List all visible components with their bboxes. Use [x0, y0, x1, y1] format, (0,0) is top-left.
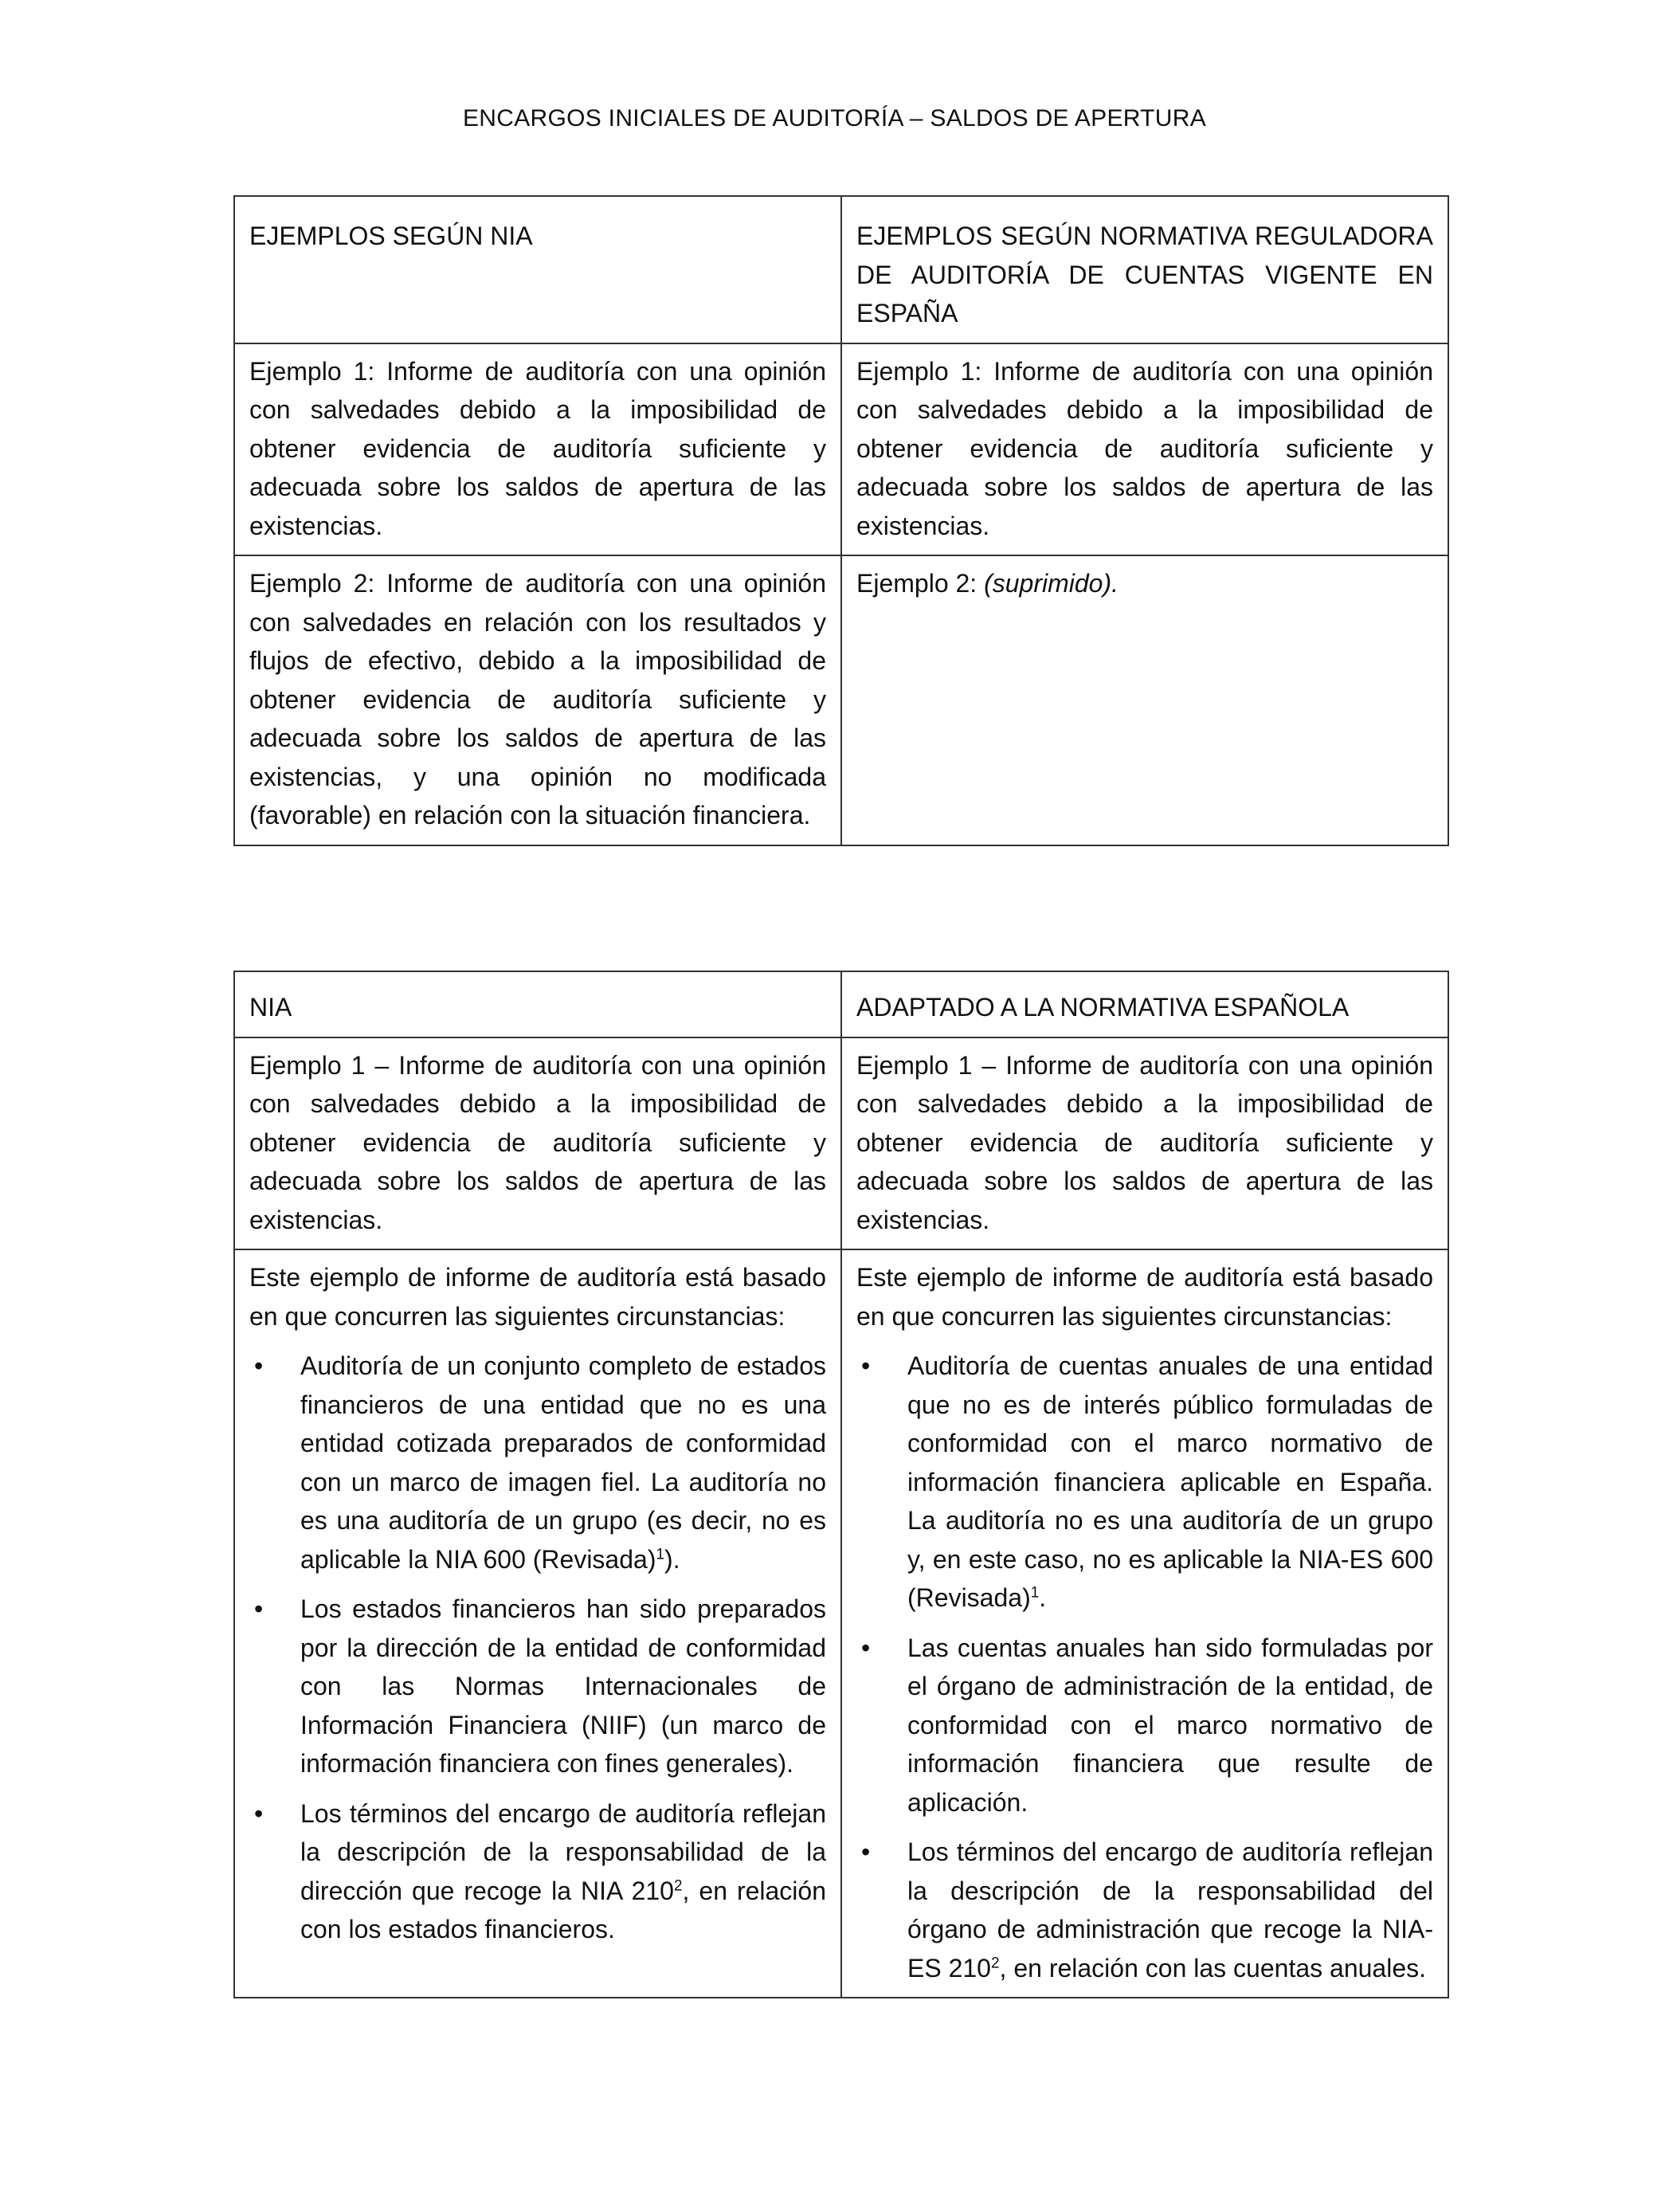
- table-row: [234, 555, 1448, 845]
- header-cell-spain: EJEMPLOS SEGÚN NORMATIVA REGULADORA DE AUDITORÍA DE CUENTAS VIGENTE EN ESPAÑA: [841, 196, 1448, 343]
- list-item-text: Los términos del encargo de auditoría reflejan la descripción de la responsabilidad del órgano de administración que recoge la NIA-ES 210: [907, 1837, 1433, 1983]
- table-header-row: [234, 196, 1448, 343]
- list-item: [856, 1629, 1433, 1822]
- example-1-spain-cell: Ejemplo 1: Informe de auditoría con una opinión con salvedades debido a la imposibilidad de obtener evidencia de auditoría suficiente y adecuada sobre los saldos de apertura de las existencias.: [841, 343, 1448, 556]
- circumstances-list: [249, 1347, 826, 1949]
- list-item-text-end: , en relación con los estados financieros.: [300, 1876, 827, 1943]
- comparison-table-examples: [233, 195, 1449, 846]
- example-2-spain-cell: [841, 555, 1448, 845]
- list-item-text: Auditoría de cuentas anuales de una entidad que no es de interés público formuladas de conformidad con el marco normativo de información financiera aplicable en España. La auditoría no es una auditoría de un grupo y, en este caso, no es aplicable la NIA-ES 600 (Revisada): [907, 1351, 1433, 1612]
- circumstances-nia-cell: [234, 1249, 841, 1998]
- example-2-nia-cell: Ejemplo 2: Informe de auditoría con una opinión con salvedades en relación con los resultados y flujos de efectivo, debido a la imposibilidad de obtener evidencia de auditoría suficiente y adecuada sobre los saldos de apertura de las existencias, y una opinión no modificada (favorable) en relación con la situación financiera.: [234, 555, 841, 845]
- circumstances-intro: Este ejemplo de informe de auditoría está basado en que concurren las siguientes circunstancias:: [856, 1263, 1433, 1331]
- list-item-text: Auditoría de un conjunto completo de estados financieros de una entidad que no es una entidad cotizada preparados de conformidad con un marco de imagen fiel. La auditoría no es una auditoría de un grupo (es decir, no es aplicable la NIA 600 (Revisada): [300, 1351, 826, 1574]
- header-cell-nia: EJEMPLOS SEGÚN NIA: [234, 196, 841, 343]
- list-item-text: Los estados financieros han sido preparados por la dirección de la entidad de conformidad con las Normas Internacionales de Información Financiera (NIIF) (un marco de información financiera con fines generales).: [300, 1594, 826, 1778]
- footnote-ref: 2: [673, 1877, 683, 1894]
- table-row: [234, 343, 1448, 556]
- comparison-table-adapted: [233, 971, 1449, 1998]
- page-title: ENCARGOS INICIALES DE AUDITORÍA – SALDOS DE APERTURA: [462, 105, 1207, 131]
- list-item: [856, 1347, 1433, 1618]
- bullet-icon: •: [861, 1837, 871, 1866]
- bullet-icon: •: [861, 1633, 871, 1662]
- bullet-icon: •: [861, 1351, 871, 1380]
- list-item-text-end: ).: [664, 1544, 680, 1574]
- list-item-text-end: .: [1039, 1583, 1047, 1612]
- footnote-ref: 1: [656, 1545, 665, 1563]
- bullet-icon: •: [254, 1594, 264, 1623]
- example-1-nia-cell: Ejemplo 1 – Informe de auditoría con una opinión con salvedades debido a la imposibilidad de obtener evidencia de auditoría suficiente y adecuada sobre los saldos de apertura de las existencias.: [234, 1037, 841, 1250]
- table-header-row: [234, 971, 1448, 1037]
- circumstances-list: [856, 1347, 1433, 1987]
- list-item: [249, 1347, 826, 1579]
- header-cell-nia: NIA: [234, 971, 841, 1037]
- list-item-text: Las cuentas anuales han sido formuladas por el órgano de administración de la entidad, de conformidad con el marco normativo de información financiera que resulte de aplicación.: [907, 1633, 1433, 1817]
- example-1-adapted-cell: Ejemplo 1 – Informe de auditoría con una opinión con salvedades debido a la imposibilidad de obtener evidencia de auditoría suficiente y adecuada sobre los saldos de apertura de las existencias.: [841, 1037, 1448, 1250]
- example-1-nia-cell: Ejemplo 1: Informe de auditoría con una opinión con salvedades debido a la imposibilidad de obtener evidencia de auditoría suficiente y adecuada sobre los saldos de apertura de las existencias.: [234, 343, 841, 556]
- list-item-text-end: , en relación con las cuentas anuales.: [999, 1953, 1426, 1983]
- list-item: [249, 1590, 826, 1783]
- example-2-label: Ejemplo 2:: [856, 569, 985, 598]
- list-item: [856, 1833, 1433, 1987]
- bullet-icon: •: [254, 1798, 264, 1828]
- footnote-ref: 1: [1030, 1584, 1040, 1602]
- list-item: [249, 1794, 826, 1949]
- list-item-text: Los términos del encargo de auditoría reflejan la descripción de la responsabilidad de la dirección que recoge la NIA 210: [300, 1798, 826, 1905]
- bullet-icon: •: [254, 1351, 264, 1380]
- circumstances-adapted-cell: [841, 1249, 1448, 1998]
- circumstances-intro: Este ejemplo de informe de auditoría está basado en que concurren las siguientes circunstancias:: [249, 1263, 826, 1331]
- suppressed-note: (suprimido).: [984, 569, 1119, 598]
- table-row: [234, 1037, 1448, 1250]
- table-row: [234, 1249, 1448, 1998]
- footnote-ref: 2: [990, 1954, 1000, 1971]
- header-cell-adapted: ADAPTADO A LA NORMATIVA ESPAÑOLA: [841, 971, 1448, 1037]
